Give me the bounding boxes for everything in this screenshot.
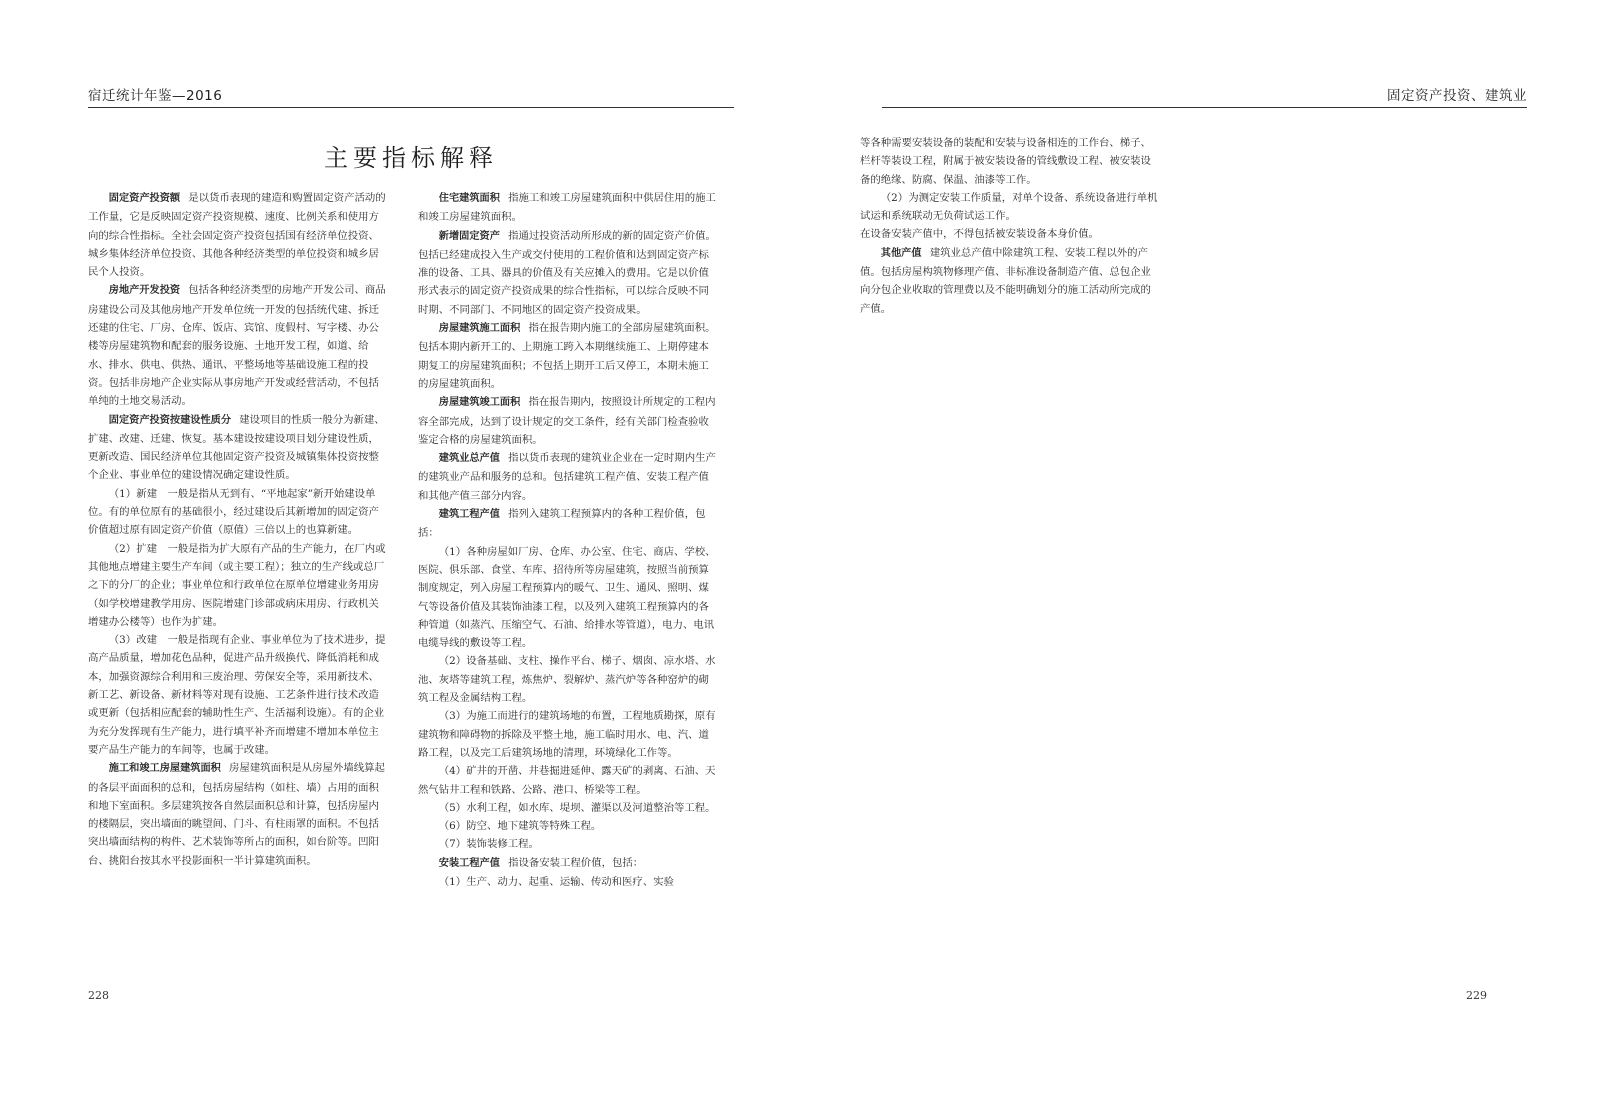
paragraph (418, 707, 718, 762)
paragraph-text: 在设备安装产值中，不得包括被安装设备本身价值。 (860, 228, 1099, 241)
paragraph (418, 835, 718, 853)
paragraph-text: （1）各种房屋如厂房、仓库、办公室、住宅、商店、学校、医院、俱乐部、食堂、车库、招待所等房屋建筑，按照当前预算制度规定，列入房屋工程预算内的暖气、卫生、通风、照明、煤气等设备价值及其装饰油漆工程，以及列入建筑工程预算内的各种管道（如蒸汽、压缩空气、石油、给排水等管道），电力、电讯电缆导线的敷设等工程。 (418, 545, 716, 650)
paragraph-text: （3）为施工而进行的建筑场地的布置，工程地质勘探，原有建筑物和障碍物的拆除及平整土地，施工临时用水、电、汽、道路工程，以及完工后建筑场地的清理，环境绿化工作等。 (418, 710, 716, 759)
paragraph (88, 485, 388, 540)
running-header-left: 宿迁统计年鉴—2016 (88, 84, 734, 108)
page-number-left: 228 (88, 989, 109, 1002)
term-label: 固定资产投资按建设性质分 (108, 414, 232, 426)
paragraph (418, 854, 718, 873)
paragraph (88, 411, 388, 485)
paragraph (418, 319, 718, 393)
paragraph (418, 505, 718, 543)
paragraph (418, 817, 718, 835)
term-label: 其他产值 (880, 247, 922, 259)
paragraph-text: （6）防空、地下建筑等特殊工程。 (438, 820, 602, 833)
paragraph (418, 449, 718, 505)
section-title: 主要指标解释 (324, 144, 498, 172)
paragraph-text: （2）扩建 一般是指为扩大原有产品的生产能力，在厂内或其他地点增建主要生产车间（或主要工程）；独立的生产线或总厂之下的分厂的企业；事业单位和行政单位在原单位增建业务用房（如学校增建教学用房、医院增建门诊部或病床用房、行政机关增建办公楼等）也作为扩建。 (88, 542, 386, 628)
paragraph (418, 393, 718, 449)
paragraph (418, 189, 718, 227)
paragraph (418, 799, 718, 817)
paragraph-text: （7）装饰装修工程。 (438, 838, 539, 851)
paragraph (860, 134, 1160, 189)
paragraph-text: （1）生产、动力、起重、运输、传动和医疗、实验 (438, 875, 674, 888)
paragraph-text: 指通过投资活动所形成的新的固定资产价值。包括已经建成投入生产或交付使用的工程价值和达到固定资产标准的设备、工具、器具的价值及有关应摊入的费用。它是以价值形式表示的固定资产投资成果的综合性指标，可以综合反映不同时期、不同部门、不同地区的固定资产投资成果。 (418, 229, 716, 316)
paragraph (860, 244, 1160, 318)
term-label: 施工和竣工房屋建筑面积 (108, 763, 221, 775)
term-label: 建筑业总产值 (438, 453, 500, 465)
text-column-3 (860, 134, 1160, 318)
paragraph-text: （5）水利工程，如水库、堤坝、灌渠以及河道整治等工程。 (438, 801, 716, 814)
paragraph (88, 540, 388, 631)
paragraph (88, 189, 388, 281)
paragraph-text: 建筑业总产值中除建筑工程、安装工程以外的产值。包括房屋构筑物修理产值、非标准设备制造产值、总包企业向分包企业收取的管理费以及不能明确划分的施工活动所完成的产值。 (860, 246, 1151, 315)
paragraph-text: （1）新建 一般是指从无到有、“平地起家”新开始建设单位。有的单位原有的基础很小，经过建设后其新增加的固定资产价值超过原有固定资产价值（原值）三倍以上的也算新建。 (88, 487, 379, 537)
term-label: 房屋建筑竣工面积 (438, 397, 521, 409)
paragraph-text: 建设项目的性质一般分为新建、扩建、改建、迁建、恢复。基本建设按建设项目划分建设性质，更新改造、国民经济单位其他固定资产投资及城镇集体投资按整个企业、事业单位的建设情况确定建设性质。 (88, 413, 385, 482)
left-page (0, 0, 804, 1099)
paragraph (860, 225, 1160, 243)
paragraph-text: 指施工和竣工房屋建筑面积中供居住用的施工和竣工房屋建筑面积。 (418, 192, 716, 224)
term-label: 房地产开发投资 (108, 285, 181, 297)
term-label: 安装工程产值 (438, 857, 500, 869)
paragraph (88, 281, 388, 410)
running-header-right: 固定资产投资、建筑业 (882, 84, 1527, 108)
paragraph-text: 指在报告期内施工的全部房屋建筑面积。包括本期内新开工的、上期施工跨入本期继续施工、上期停建本期复工的房屋建筑面积；不包括上期开工后又停工，本期未施工的房屋建筑面积。 (418, 322, 716, 390)
paragraph-text: （2）为测定安装工作质量，对单个设备、系统设备进行单机试运和系统联动无负荷试运工作。 (860, 191, 1158, 223)
paragraph (88, 631, 388, 759)
paragraph-text: （3）改建 一般是指现有企业、事业单位为了技术进步，提高产品质量，增加花色品种，促进产品升级换代、降低消耗和成本，加强资源综合利用和三废治理、劳保安全等，采用新技术、新工艺、新设备、新材料等对现有设施、工艺条件进行技术改造或更新（包括相应配套的辅助性生产、生活福利设施）。有的企业为充分发挥现有生产能力，进行填平补齐而增建不增加本单位主要产品生产能力的车间等，也属于改建。 (88, 634, 386, 756)
paragraph-text: 指设备安装工程价值，包括： (508, 856, 644, 869)
paragraph-text: 等各种需要安装设备的装配和安装与设备相连的工作台、梯子、栏杆等装设工程，附属于被安装设备的管线敷设工程、被安装设备的绝缘、防腐、保温、油漆等工作。 (860, 137, 1151, 186)
text-column-1 (88, 189, 388, 870)
term-label: 新增固定资产 (438, 230, 500, 242)
paragraph-text: （2）设备基础、支柱、操作平台、梯子、烟囱、凉水塔、水池、灰塔等建筑工程，炼焦炉、裂解炉、蒸汽炉等各种窑炉的砌筑工程及金属结构工程。 (418, 655, 716, 705)
term-label: 住宅建筑面积 (438, 193, 500, 204)
paragraph-text: 指列入建筑工程预算内的各种工程价值，包括： (418, 508, 706, 540)
page-number-right: 229 (1466, 989, 1487, 1002)
paragraph (860, 189, 1160, 226)
paragraph (418, 873, 718, 891)
paragraph-text: （4）矿井的开凿、井巷掘进延伸、露天矿的剥离、石油、天然气钻井工程和铁路、公路、港口、桥梁等工程。 (418, 765, 716, 796)
text-column-2 (418, 189, 718, 891)
paragraph (418, 227, 718, 319)
paragraph-text: 包括各种经济类型的房地产开发公司、商品房建设公司及其他房地产开发单位统一开发的包括统代建、拆迁还建的住宅、厂房、仓库、饭店、宾馆、度假村、写字楼、办公楼等房屋建筑物和配套的服务设施、土地开发工程，如道、给水、排水、供电、供热、通讯、平整场地等基础设施工程的投资。包括非房地产企业实际从事房地产开发或经营活动，不包括单纯的土地交易活动。 (88, 284, 386, 408)
term-label: 固定资产投资额 (108, 193, 181, 204)
term-label: 建筑工程产值 (438, 509, 500, 521)
term-label: 房屋建筑施工面积 (438, 323, 521, 335)
paragraph (88, 759, 388, 870)
paragraph-text: 指在报告期内，按照设计所规定的工程内容全部完成，达到了设计规定的交工条件，经有关部门检查验收鉴定合格的房屋建筑面积。 (418, 396, 716, 446)
paragraph (418, 762, 718, 799)
paragraph-text: 是以货币表现的建造和购置固定资产活动的工作量，它是反映固定资产投资规模、速度、比例关系和使用方向的综合性指标。全社会固定资产投资包括国有经济单位投资、城乡集体经济单位投资、其他各种经济类型的单位投资和城乡居民个人投资。 (88, 192, 386, 279)
paragraph-text: 指以货币表现的建筑业企业在一定时期内生产的建筑业产品和服务的总和。包括建筑工程产值、安装工程产值和其他产值三部分内容。 (418, 452, 716, 502)
paragraph-text: 房屋建筑面积是从房屋外墙线算起的各层平面面积的总和，包括房屋结构（如柱、墙）占用的面积和地下室面积。多层建筑按各自然层面积总和计算，包括房屋内的楼隔层，突出墙面的眺望间、门斗、有柱雨罩的面积。不包括突出墙面结构的构件、艺术装饰等所占的面积，如台阶等。凹阳台、挑阳台按其水平投影面积一半计算建筑面积。 (88, 762, 385, 867)
paragraph (418, 652, 718, 707)
paragraph (418, 543, 718, 653)
